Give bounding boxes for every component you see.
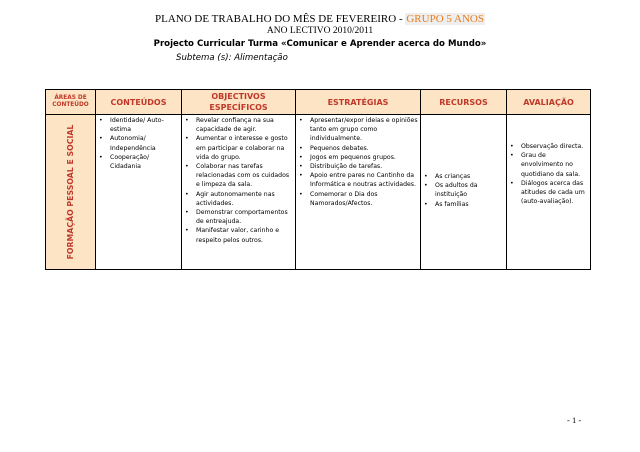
- objectivos-cell: [182, 115, 296, 270]
- recursos-cell: [421, 115, 507, 270]
- subtheme: Subtema (s): Alimentação: [176, 53, 288, 63]
- conteudos-cell: [96, 115, 182, 270]
- list-item: • Autonomia/ Independência: [110, 134, 179, 152]
- recursos-list: [421, 115, 506, 209]
- plan-title: [0, 13, 640, 25]
- list-item: • Apoio entre pares no Cantinho da Informática e noutras actividades.: [310, 171, 418, 189]
- list-item: • Pequenos debates.: [310, 144, 418, 153]
- list-item: • Os adultos da instituição: [435, 181, 504, 199]
- list-item: • Revelar confiança na sua capacidade de agir.: [196, 116, 293, 134]
- list-item: • Aumentar o interesse e gosto em participar e colaborar na vida do grupo.: [196, 134, 293, 162]
- table-header-row: [46, 90, 591, 115]
- estrategias-cell: [296, 115, 421, 270]
- school-year: ANO LECTIVO 2010/2011: [266, 26, 374, 36]
- avaliacao-list: [507, 115, 590, 206]
- list-item: • As famílias: [435, 200, 504, 209]
- list-item: • Colaborar nas tarefas relacionadas com os cuidados e limpeza da sala.: [196, 162, 293, 190]
- table-row: [46, 115, 591, 270]
- list-item: • Demonstrar comportamentos de entreajuda.: [196, 208, 293, 226]
- avaliacao-cell: [507, 115, 591, 270]
- plan-title-main: PLANO DE TRABALHO DO MÊS DE FEVEREIRO -: [155, 13, 406, 25]
- area-label: FORMAÇÃO PESSOAL E SOCIAL: [65, 124, 75, 260]
- page-number: - 1 -: [567, 415, 582, 425]
- objectivos-list: [182, 115, 295, 245]
- list-item: • Comemorar o Dia dos Namorados/Afectos.: [310, 190, 418, 208]
- header-estrategias: ESTRATÉGIAS: [296, 90, 421, 115]
- header-objectivos: OBJECTIVOS ESPECÍFICOS: [182, 90, 296, 115]
- header-avaliacao: AVALIAÇÃO: [507, 90, 591, 115]
- list-item: • Apresentar/expor ideias e opiniões tanto em grupo como individualmente.: [310, 116, 418, 144]
- project-title: Projecto Curricular Turma «Comunicar e Aprender acerca do Mundo»: [153, 39, 487, 49]
- list-item: • Diálogos acerca das atitudes de cada um (auto-avaliação).: [521, 179, 588, 207]
- header-area: ÁREAS DE CONTEÚDO: [46, 90, 96, 115]
- plan-title-group: GRUPO 5 ANOS: [406, 13, 484, 25]
- list-item: • Agir autonomamente nas actividades.: [196, 190, 293, 208]
- conteudos-list: [96, 115, 181, 171]
- list-item: • Jogos em pequenos grupos.: [310, 153, 418, 162]
- estrategias-list: [296, 115, 420, 208]
- list-item: • As crianças: [435, 172, 504, 181]
- plan-table: [45, 89, 591, 270]
- list-item: • Manifestar valor, carinho e respeito pelos outros.: [196, 226, 293, 244]
- list-item: • Cooperação/ Cidadania: [110, 153, 179, 171]
- list-item: • Observação directa.: [521, 142, 588, 151]
- area-cell: [46, 115, 96, 270]
- header-conteudos: CONTEÚDOS: [96, 90, 182, 115]
- list-item: • Distribuição de tarefas.: [310, 162, 418, 171]
- list-item: • Grau de envolvimento no quotidiano da sala.: [521, 151, 588, 179]
- header-recursos: RECURSOS: [421, 90, 507, 115]
- list-item: • Identidade/ Auto-estima: [110, 116, 179, 134]
